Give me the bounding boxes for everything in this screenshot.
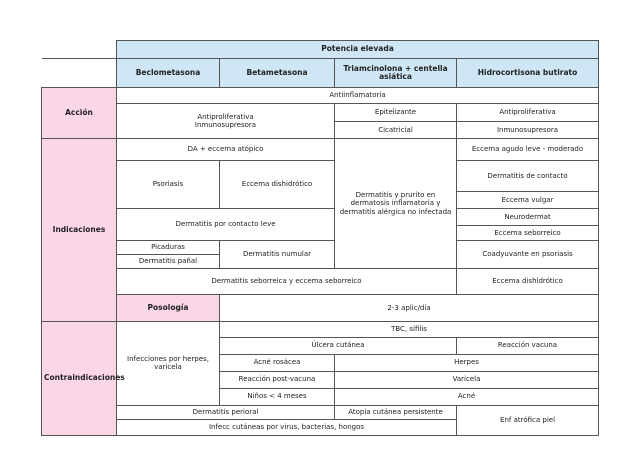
ind-h-eccema-vulgar: Eccema vulgar: [457, 192, 599, 209]
ind-dermatitis-panal: Dermatitis pañal: [117, 255, 220, 269]
ind-h-dermatitis-contacto: Dermatitis de contacto: [457, 161, 599, 192]
contra-reaccion-postvacuna: Reacción post-vacuna: [220, 371, 335, 388]
accion-beclo-beta: [117, 104, 335, 139]
col-header-hidrocortisona: Hidrocortisona butirato: [457, 59, 599, 88]
ind-h-eccema-dishidrotico: Eccema dishidrótico: [457, 269, 599, 295]
accion-epitelizante: Epitelizante: [335, 104, 457, 122]
accion-cicatricial: Cicatricial: [335, 122, 457, 139]
ind-dermatitis-contacto-leve: Dermatitis por contacto leve: [117, 209, 335, 241]
corner-blank-2: [42, 59, 117, 88]
ind-dermatitis-seborreica: Dermatitis seborreica y eccema seborreico: [117, 269, 457, 295]
accion-bb-line2: Inmunosupresora: [194, 121, 257, 129]
col-header-triamcinolona: Triamcinolona + centella asiática: [335, 59, 457, 88]
contra-acne-rosacea: Acné rosácea: [220, 354, 335, 371]
contra-ninos: Niños < 4 meses: [220, 388, 335, 405]
row-label-contraindicaciones: Contraindicaciones: [42, 321, 117, 435]
contra-reaccion-vacuna: Reacción vacuna: [457, 337, 599, 354]
ind-da-eccema-atopico: DA + eccema atópico: [117, 139, 335, 161]
ind-h-eccema-seborreico: Eccema seborreico: [457, 226, 599, 241]
corner-blank: [42, 41, 117, 59]
potency-header: Potencia elevada: [117, 41, 599, 59]
contra-infecc-cutaneas: Infecc cutáneas por virus, bacterias, hongos: [117, 419, 457, 435]
col-header-beclometasona: Beclometasona: [117, 59, 220, 88]
ind-psoriasis: Psoriasis: [117, 161, 220, 209]
contra-tbc-sifilis: TBC, sífilis: [220, 321, 599, 337]
row-label-indicaciones: Indicaciones: [42, 139, 117, 322]
contra-atopia: Atopia cutánea persistente: [335, 405, 457, 419]
comparison-table: [41, 40, 599, 436]
contra-herpes: Herpes: [335, 354, 599, 371]
ind-picaduras: Picaduras: [117, 241, 220, 255]
contra-acne: Acné: [335, 388, 599, 405]
ind-h-neurodermat: Neurodermat: [457, 209, 599, 226]
ind-eccema-dishidrotico: Eccema dishidrótico: [220, 161, 335, 209]
pos-beclo-beta-triam: 2-3 aplic/día: [220, 295, 599, 322]
contra-enf-atrofica: Enf atrófica piel: [457, 405, 599, 435]
accion-h-antiproliferativa: Antiproliferativa: [457, 104, 599, 122]
contra-varicela: Varicela: [335, 371, 599, 388]
ind-dermatitis-numular: Dermatitis numular: [220, 241, 335, 269]
col-header-betametasona: Betametasona: [220, 59, 335, 88]
accion-h-inmunosupresora: Inmunosupresora: [457, 122, 599, 139]
contra-dermatitis-perioral: Dermatitis perioral: [117, 405, 335, 419]
accion-bb-line1: Antiproliferativa: [197, 112, 254, 121]
ind-triamcinolona: Dermatitis y prurito en dermatosis inflamatoria y dermatitis alérgica no infectada: [335, 139, 457, 269]
row-label-accion: Acción: [42, 88, 117, 139]
ind-h-eccema-agudo: Eccema agudo leve - moderado: [457, 139, 599, 161]
contra-ulcera-cutanea: Úlcera cutánea: [220, 337, 457, 354]
contra-herpes-varicela: Infecciones por herpes, varicela: [117, 321, 220, 405]
row-label-posologia: Posología: [117, 295, 220, 322]
accion-antiinflamatoria: Antiinflamatoria: [117, 88, 599, 104]
ind-h-coadyuvante: Coadyuvante en psoriasis: [457, 241, 599, 269]
